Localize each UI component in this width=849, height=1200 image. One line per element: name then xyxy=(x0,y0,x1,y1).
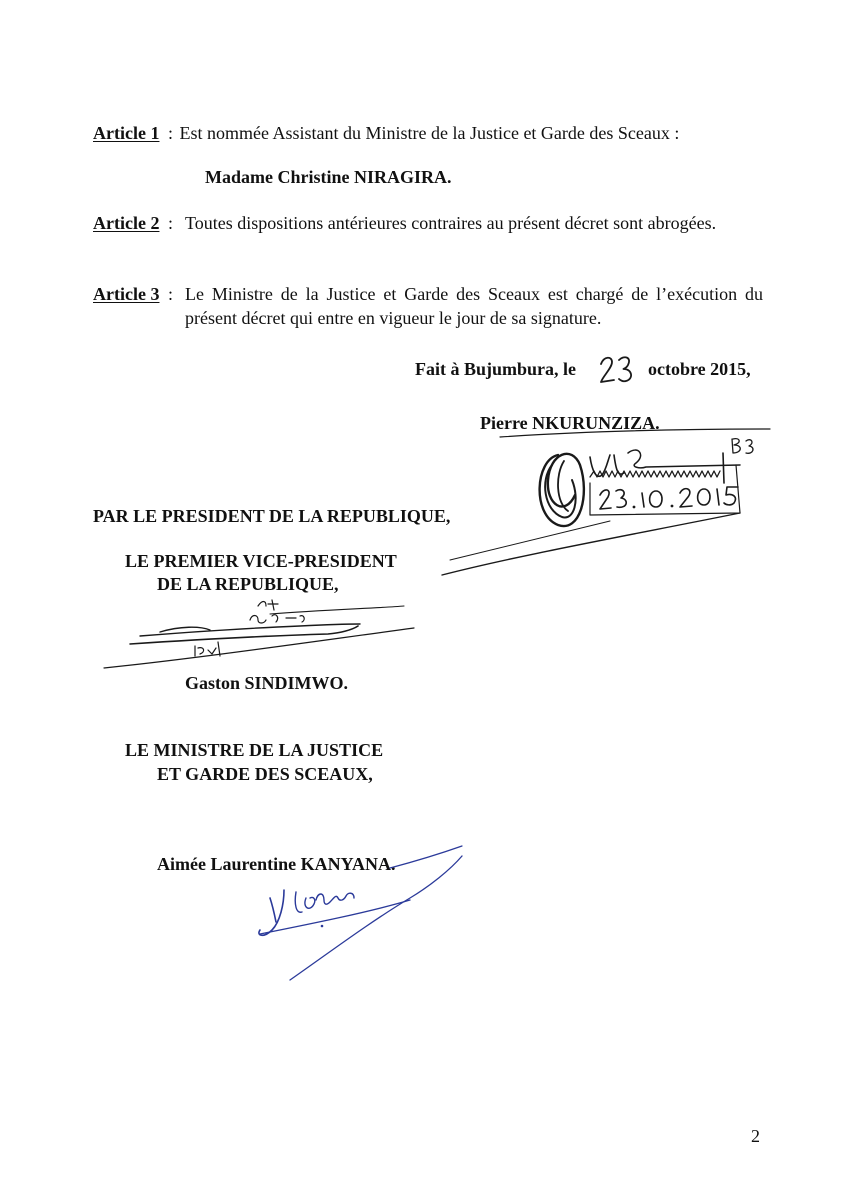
handwritten-day xyxy=(598,352,638,386)
president-signature xyxy=(440,425,780,585)
president-name: Pierre NKURUNZIZA. xyxy=(480,413,660,433)
closing-month-year: octobre 2015, xyxy=(648,359,751,379)
article-2-separator: : xyxy=(167,213,173,233)
appointee-name: Madame Christine NIRAGIRA. xyxy=(205,167,452,187)
article-3-label-wrap xyxy=(93,282,173,306)
article-1-label: Article 1 xyxy=(93,123,160,143)
vice-president-signature xyxy=(100,596,420,676)
page-number: 2 xyxy=(751,1126,760,1146)
article-2-label: Article 2 xyxy=(93,213,160,233)
vice-president-title-2: DE LA REPUBLIQUE, xyxy=(157,574,339,594)
minister-name: Aimée Laurentine KANYANA. xyxy=(157,854,396,874)
article-2-label-wrap xyxy=(93,211,173,235)
article-3-label: Article 3 xyxy=(93,284,160,304)
article-3-text: Le Ministre de la Justice et Garde des Sceaux est chargé de l’exécution du présent décret qui entre en vigueur le jour de sa signature. xyxy=(185,284,763,328)
minister-title-1: LE MINISTRE DE LA JUSTICE xyxy=(125,740,384,760)
vice-president-title-1: LE PREMIER VICE-PRESIDENT xyxy=(125,551,397,571)
article-1-text: Est nommée Assistant du Ministre de la Justice et Garde des Sceaux : xyxy=(179,123,680,143)
article-2-text: Toutes dispositions antérieures contraires au présent décret sont abrogées. xyxy=(185,213,717,233)
closing-place: Fait à Bujumbura, le xyxy=(415,359,577,379)
minister-signature xyxy=(250,842,470,992)
minister-title-2: ET GARDE DES SCEAUX, xyxy=(157,764,373,784)
by-president: PAR LE PRESIDENT DE LA REPUBLIQUE, xyxy=(93,506,451,526)
vice-president-name: Gaston SINDIMWO. xyxy=(185,673,349,693)
article-1-separator: : xyxy=(167,123,173,143)
article-3-separator: : xyxy=(167,284,173,304)
article-1 xyxy=(93,121,679,145)
